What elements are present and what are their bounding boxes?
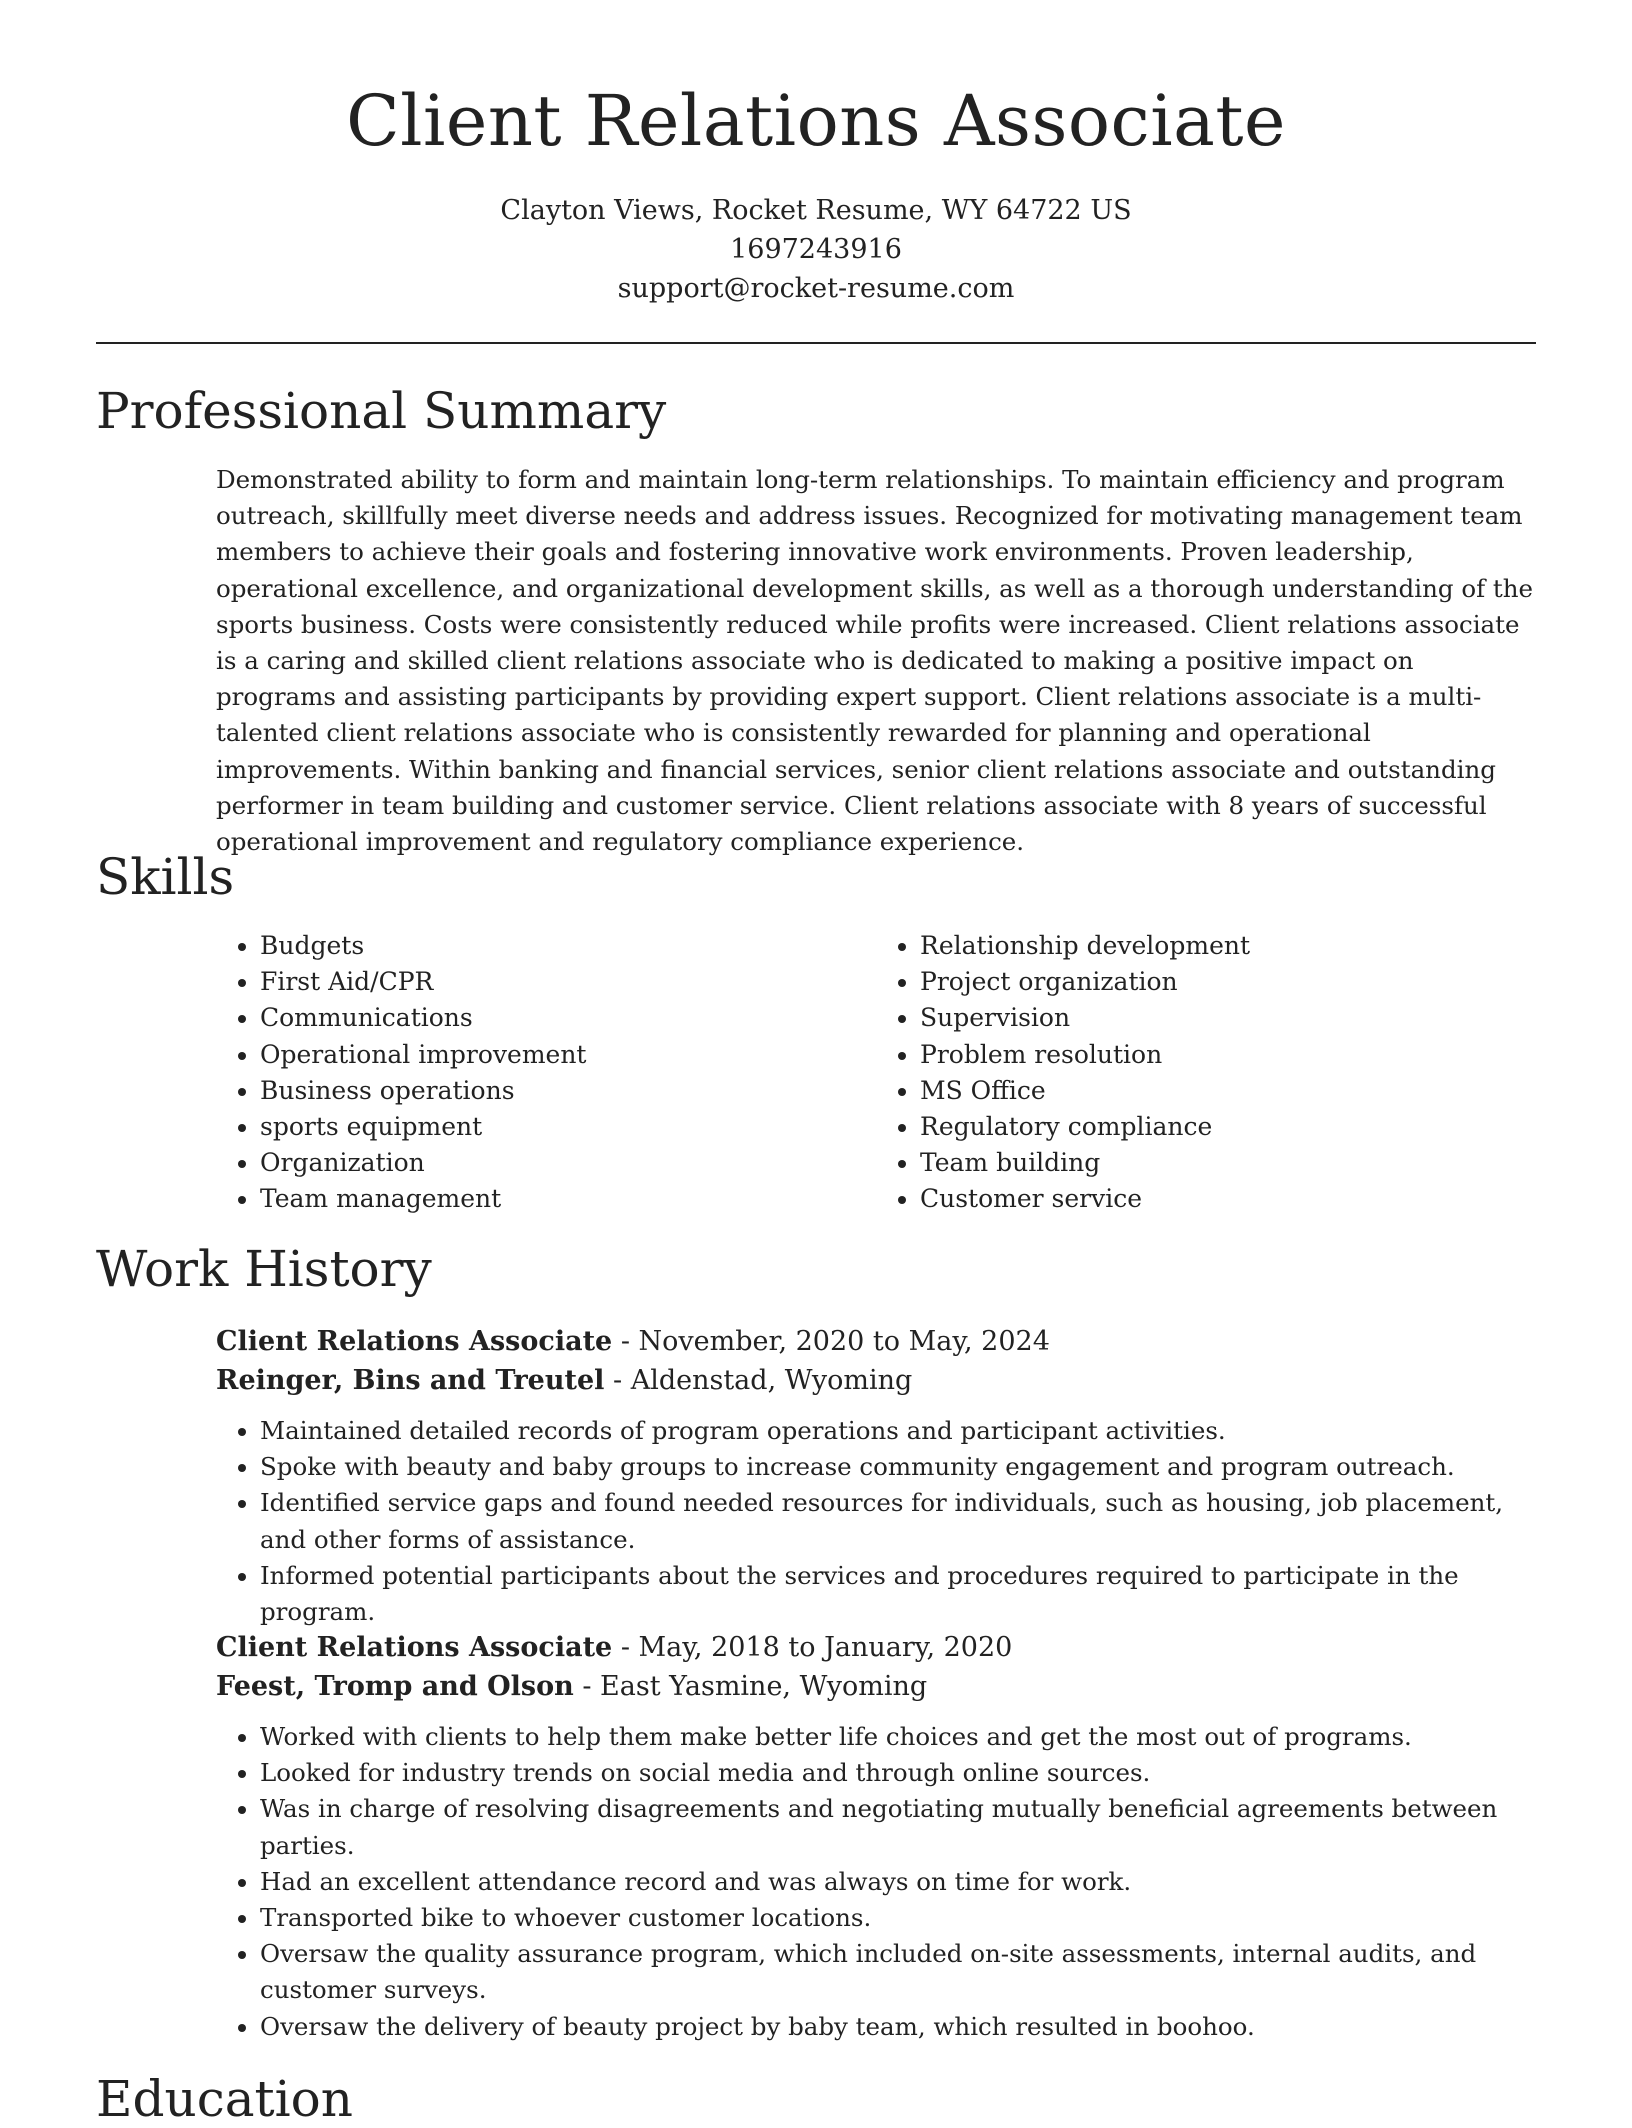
skill-item: • Team building: [920, 1145, 1536, 1181]
job-entry: [216, 1628, 1536, 2045]
work-history-heading: Work History: [96, 1240, 432, 1298]
job-location: - Aldenstad, Wyoming: [604, 1365, 913, 1396]
contact-email: support@rocket-resume.com: [617, 273, 1015, 304]
skill-item: • Business operations: [260, 1073, 876, 1109]
contact-block: [0, 191, 1632, 308]
job-role: Client Relations Associate: [216, 1632, 613, 1663]
job-bullet: • Looked for industry trends on social media and through online sources.: [260, 1755, 1536, 1791]
job-bullet: • Was in charge of resolving disagreements and negotiating mutually beneficial agreements between parties.: [260, 1791, 1536, 1863]
skill-item: • Organization: [260, 1145, 876, 1181]
job-company: Feest, Tromp and Olson: [216, 1671, 574, 1702]
job-bullet: • Identified service gaps and found needed resources for individuals, such as housing, job placement, and other forms of assistance.: [260, 1485, 1536, 1557]
skill-item: • MS Office: [920, 1073, 1536, 1109]
job-bullet: • Transported bike to whoever customer locations.: [260, 1900, 1536, 1936]
job-bullet: • Informed potential participants about the services and procedures required to participate in the program.: [260, 1558, 1536, 1630]
job-role-line: [216, 1628, 1536, 1667]
skill-item: • Problem resolution: [920, 1037, 1536, 1073]
summary-text: Demonstrated ability to form and maintain long-term relationships. To maintain efficiency and program outreach, skillfully meet diverse needs and address issues. Recognized for motivating management team members to achieve their goals and fostering innovative work environments. Proven leadership, operational excellence, and organizational development skills, as well as a thorough understanding of the sports business. Costs were consistently reduced while profits were increased. Client relations associate is a caring and skilled client relations associate who is dedicated to making a positive impact on programs and assisting participants by providing expert support. Client relations associate is a multi-talented client relations associate who is consistently rewarded for planning and operational improvements. Within banking and financial services, senior client relations associate and outstanding performer in team building and customer service. Client relations associate with 8 years of successful operational improvement and regulatory compliance experience.: [216, 465, 1534, 857]
job-dates: - May, 2018 to January, 2020: [612, 1632, 1013, 1663]
skill-item: • Team management: [260, 1181, 876, 1217]
education-heading: Education: [96, 2070, 353, 2128]
header-divider: [96, 342, 1536, 344]
job-location: - East Yasmine, Wyoming: [573, 1671, 928, 1702]
job-company: Reinger, Bins and Treutel: [216, 1365, 605, 1396]
job-role: Client Relations Associate: [216, 1326, 613, 1357]
skills-column-left: [216, 928, 876, 1218]
skills-heading: Skills: [96, 848, 235, 906]
job-bullet: • Spoke with beauty and baby groups to increase community engagement and program outreach.: [260, 1449, 1536, 1485]
job-bullet: • Had an excellent attendance record and was always on time for work.: [260, 1864, 1536, 1900]
job-bullet: • Maintained detailed records of program operations and participant activities.: [260, 1413, 1536, 1449]
summary-heading: Professional Summary: [96, 382, 667, 440]
contact-phone: 1697243916: [730, 234, 902, 265]
job-company-line: [216, 1361, 1536, 1400]
skill-item: • Customer service: [920, 1181, 1536, 1217]
skill-item: • First Aid/CPR: [260, 964, 876, 1000]
job-bullet: • Worked with clients to help them make better life choices and get the most out of programs.: [260, 1719, 1536, 1755]
skill-item: • Relationship development: [920, 928, 1536, 964]
skill-item: • Operational improvement: [260, 1037, 876, 1073]
job-entry: [216, 1322, 1536, 1630]
job-bullets: [216, 1719, 1536, 2045]
skills-column-right: [876, 928, 1536, 1218]
contact-address: Clayton Views, Rocket Resume, WY 64722 US: [500, 195, 1132, 226]
skill-item: • Supervision: [920, 1000, 1536, 1036]
job-bullet: • Oversaw the delivery of beauty project by baby team, which resulted in boohoo.: [260, 2009, 1536, 2045]
job-dates: - November, 2020 to May, 2024: [612, 1326, 1050, 1357]
skill-item: • sports equipment: [260, 1109, 876, 1145]
job-company-line: [216, 1667, 1536, 1706]
skill-item: • Communications: [260, 1000, 876, 1036]
skill-item: • Budgets: [260, 928, 876, 964]
skill-item: • Project organization: [920, 964, 1536, 1000]
skill-item: • Regulatory compliance: [920, 1109, 1536, 1145]
skills-list: [216, 928, 1536, 1218]
job-role-line: [216, 1322, 1536, 1361]
job-bullet: • Oversaw the quality assurance program, which included on-site assessments, internal audits, and customer surveys.: [260, 1936, 1536, 2008]
job-bullets: [216, 1413, 1536, 1630]
resume-title: Client Relations Associate: [346, 80, 1286, 162]
